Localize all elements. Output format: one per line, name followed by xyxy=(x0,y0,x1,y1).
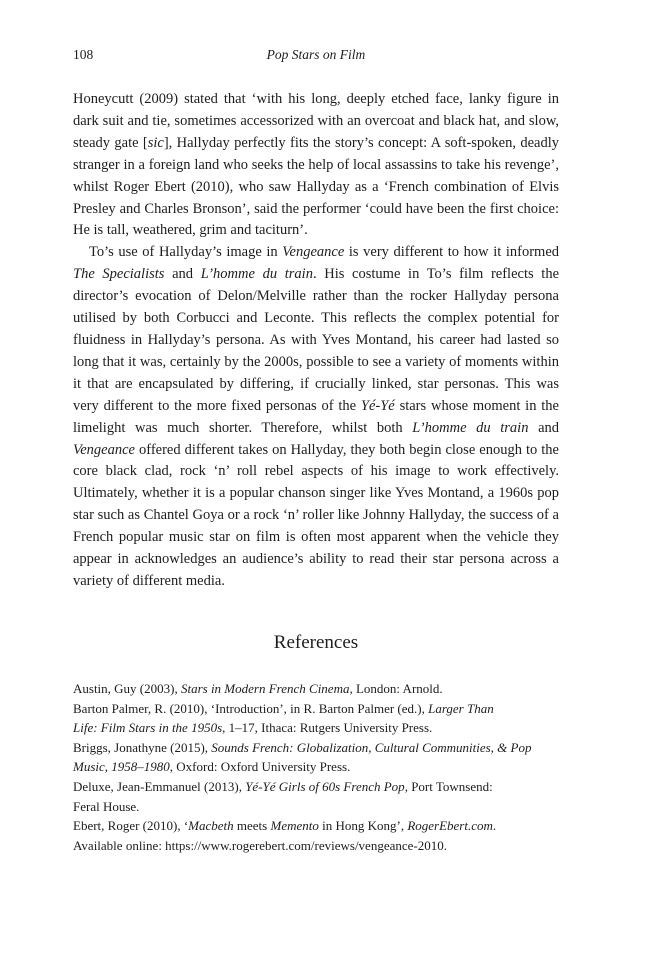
text-run: Available online: https://www.rogerebert.com/reviews/vengeance-2010. xyxy=(73,837,447,853)
text-run: stars whose moment in the limelight was much shorter. Therefore, whilst both xyxy=(73,397,559,436)
text-run: To’s use of Hallyday’s image in xyxy=(89,244,283,261)
text-run: . His costume in To’s film reflects the director’s evocation of Delon/Melville rather than the rocker Hallyday persona utilised by both Corbucci and Leconte. This reflects the complex potential for fluidness in Hallyday’s persona. As with Yves Montand, his career had lasted so long that it was, certainly by the 2000s, possible to see a variety of moments within it that are encapsulated by differing, if crucially linked, star personas. This was very different to the more fixed personas of the xyxy=(73,266,560,414)
reference-entry xyxy=(73,816,559,855)
text-run: , 1–17, Ithaca: Rutgers University Press. xyxy=(222,720,433,736)
text-run: Ebert, Roger (2010), ‘ xyxy=(73,818,189,834)
text-run: in Hong Kong’, xyxy=(318,818,408,834)
italic-run: The Specialists xyxy=(73,266,165,283)
reference-continuation xyxy=(73,757,559,777)
text-run: ], Hallyday perfectly fits the story’s concept: A soft-spoken, deadly stranger in a foreign land who seeks the help of local assassins to take his revenge’, whilst Roger Ebert (2010), who saw Hallyday as a ‘French combination of Elvis Presley and Charles Bronson’, said the performer ‘could have been the first choice: He is tall, weathered, grim and taciturn’. xyxy=(73,134,559,239)
text-run: offered different takes on Hallyday, they both begin close enough to the core black clad, rock ‘n’ roll rebel aspects of his image to work effectively. Ultimately, whether it is a popular chanson singer like Yves Montand, a 1960s pop star such as Chantel Goya or a rock ‘n’ roller like Johnny Hallyday, the success of a French popular music star on film is often most apparent when the vehicle they appear in acknowledges an audience’s ability to read their star persona across a variety of different media. xyxy=(73,441,559,589)
paragraph-2 xyxy=(73,242,559,593)
text-run: Austin, Guy (2003), xyxy=(73,681,181,696)
italic-run: Larger Than xyxy=(428,700,494,716)
reference-list xyxy=(73,679,559,855)
reference-continuation xyxy=(73,797,559,817)
italic-run: Vengeance xyxy=(73,441,135,458)
text-run: and xyxy=(164,266,201,283)
italic-run: Memento xyxy=(270,818,319,834)
body-text xyxy=(73,89,559,593)
italic-run: Macbeth xyxy=(188,818,234,834)
running-head: Pop Stars on Film xyxy=(266,47,366,62)
italic-run: Yé-Yé xyxy=(360,397,395,414)
references-heading: References xyxy=(273,632,359,653)
italic-run: L’homme du train xyxy=(412,419,529,436)
text-run: and xyxy=(528,419,560,436)
italic-run: Yé-Yé Girls of 60s French Pop xyxy=(245,778,405,794)
text-run: Honeycutt (2009) stated that ‘with his long, deeply etched face, lanky figure in dark suit and tie, sometimes accessorized with an overcoat and black hat, and slow, steady gate [ xyxy=(73,91,559,151)
italic-run: Music, 1958–1980 xyxy=(73,759,170,775)
page-number: 108 xyxy=(73,47,94,62)
text-run: , Oxford: Oxford University Press. xyxy=(169,759,351,775)
italic-run: sic xyxy=(147,134,164,151)
text-run: Briggs, Jonathyne (2015), xyxy=(73,739,212,755)
text-run: Feral House. xyxy=(73,798,140,814)
paragraph-1 xyxy=(73,89,559,242)
italic-run: L’homme du train xyxy=(200,266,313,283)
text-run: Barton Palmer, R. (2010), ‘Introduction’, in R. Barton Palmer (ed.), xyxy=(73,700,429,716)
reference-entry xyxy=(73,679,559,699)
italic-run: RogerEbert.com xyxy=(407,818,493,834)
text-run: , Port Townsend: xyxy=(404,778,493,794)
reference-continuation xyxy=(73,836,559,856)
reference-continuation xyxy=(73,718,559,738)
reference-entry xyxy=(73,777,559,816)
text-run: , London: Arnold. xyxy=(349,681,443,696)
text-run: meets xyxy=(233,818,271,834)
italic-run: Sounds French: Globalization, Cultural Communities, & Pop xyxy=(211,739,532,755)
text-run: . xyxy=(492,818,497,834)
text-run: is very different to how it informed xyxy=(344,244,560,261)
italic-run: Life: Film Stars in the 1950s xyxy=(73,720,223,736)
reference-entry xyxy=(73,738,559,777)
italic-run: Vengeance xyxy=(282,244,345,261)
reference-entry xyxy=(73,699,559,738)
text-run: Deluxe, Jean-Emmanuel (2013), xyxy=(73,778,246,794)
page-header xyxy=(73,47,559,67)
italic-run: Stars in Modern French Cinema xyxy=(180,681,350,696)
